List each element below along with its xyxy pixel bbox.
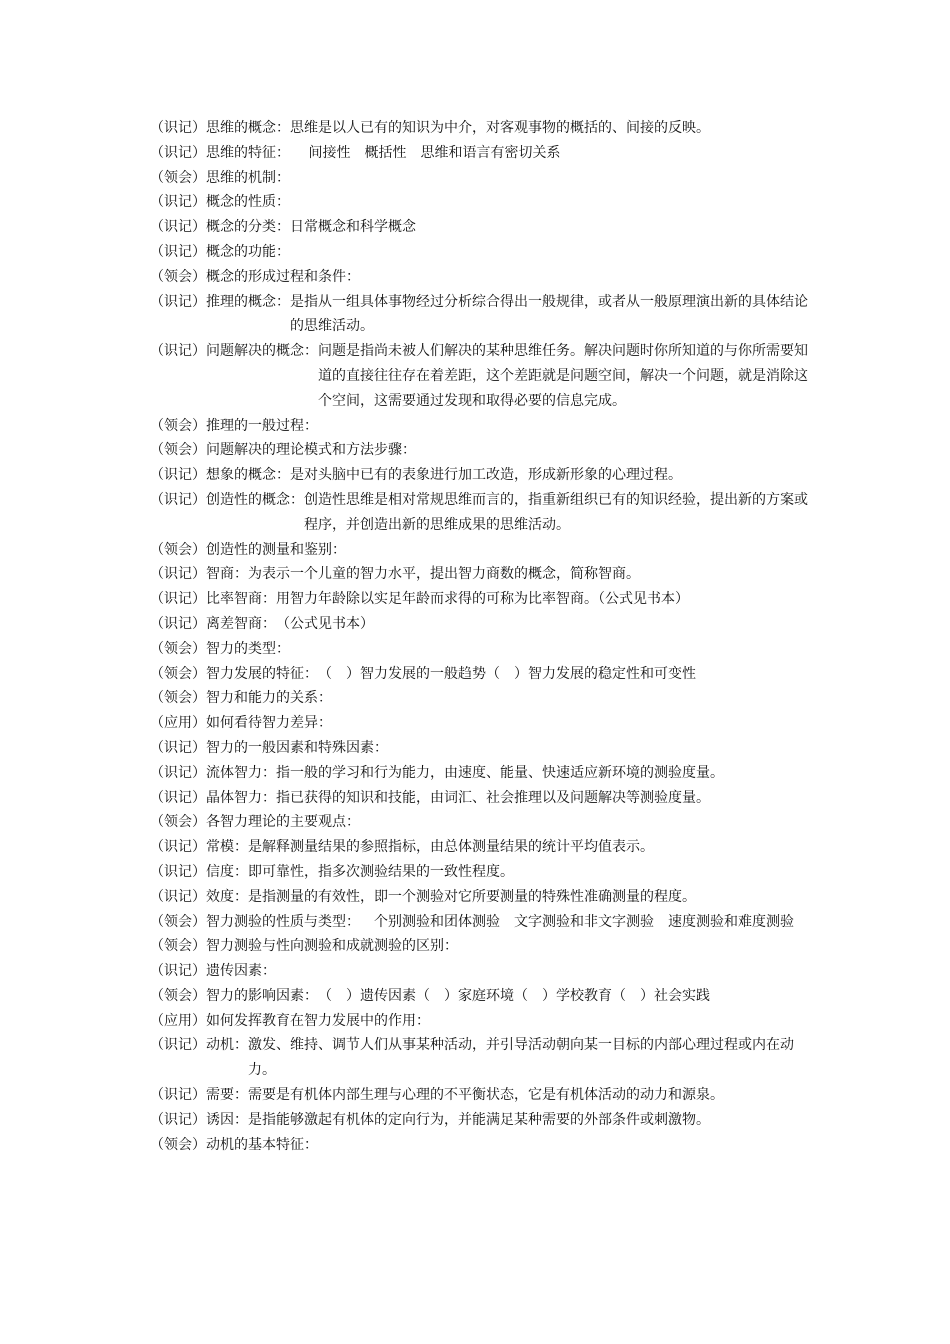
outline-entry [150, 1108, 810, 1133]
entry-term: 流体智力： [206, 764, 276, 781]
level-tag: （识记） [150, 863, 206, 880]
level-tag: （识记） [150, 789, 206, 806]
level-tag: （识记） [150, 764, 206, 781]
level-tag: （领会） [150, 442, 206, 459]
entry-term: 智商： [206, 566, 248, 583]
entry-definition: 为表示一个儿童的智力水平，提出智力商数的概念，简称智商。 [248, 566, 640, 583]
entry-definition: 日常概念和科学概念 [290, 219, 416, 236]
level-tag: （领会） [150, 268, 206, 285]
entry-definition: 激发、维持、调节人们从事某种活动，并引导活动朝向某一目标的内部心理过程或内在动力。 [248, 1037, 794, 1079]
entry-term: 比率智商： [206, 591, 276, 608]
outline-entry [150, 662, 810, 687]
entry-term: 思维的概念： [206, 120, 290, 136]
entry-definition: 是指从一组具体事物经过分析综合得出一般规律，或者从一般原理演出新的具体结论的思维活动。 [290, 293, 808, 335]
outline-entry [150, 438, 810, 463]
entry-term: 智力发展的特征： [206, 665, 318, 682]
level-tag: （领会） [150, 665, 206, 682]
outline-entry [150, 463, 810, 488]
entry-term: 问题解决的概念： [206, 343, 318, 360]
entry-definition: （ ）智力发展的一般趋势（ ）智力发展的稳定性和可变性 [318, 665, 696, 682]
outline-entry [150, 1133, 810, 1158]
level-tag: （识记） [150, 194, 206, 211]
level-tag: （识记） [150, 144, 206, 161]
entry-term: 推理的一般过程： [206, 417, 318, 434]
outline-entry [150, 761, 810, 786]
study-outline [150, 116, 810, 1157]
entry-definition: （ ）遗传因素（ ）家庭环境（ ）学校教育（ ）社会实践 [318, 987, 710, 1004]
entry-term: 概念的性质： [206, 194, 290, 211]
level-tag: （领会） [150, 169, 206, 186]
entry-term: 智力测验的性质与类型： [206, 913, 360, 930]
entry-term: 创造性的测量和鉴别： [206, 541, 346, 558]
entry-term: 如何看待智力差异： [206, 715, 332, 732]
level-tag: （识记） [150, 1037, 206, 1054]
entry-term: 问题解决的理论模式和方法步骤： [206, 442, 416, 459]
entry-term: 概念的形成过程和条件： [206, 268, 360, 285]
entry-term: 如何发挥教育在智力发展中的作用： [206, 1012, 430, 1029]
outline-entry [150, 959, 810, 984]
entry-term: 动机的基本特征： [206, 1136, 318, 1153]
level-tag: （识记） [150, 591, 206, 608]
outline-entry [150, 736, 810, 761]
level-tag: （领会） [150, 987, 206, 1004]
entry-definition: 间接性 概括性 思维和语言有密切关系 [290, 144, 561, 161]
outline-entry [150, 488, 810, 538]
entry-term: 离差智商： [206, 615, 276, 632]
outline-entry [150, 835, 810, 860]
level-tag: （识记） [150, 491, 206, 508]
outline-entry [150, 1083, 810, 1108]
level-tag: （识记） [150, 739, 206, 756]
level-tag: （识记） [150, 963, 206, 980]
level-tag: （应用） [150, 1012, 206, 1029]
entry-definition: 是指能够激起有机体的定向行为，并能满足某种需要的外部条件或刺激物。 [248, 1111, 710, 1128]
entry-term: 推理的概念： [206, 293, 290, 310]
entry-term: 效度： [206, 888, 248, 905]
entry-term: 创造性的概念： [206, 491, 304, 508]
level-tag: （识记） [150, 219, 206, 236]
level-tag: （领会） [150, 814, 206, 831]
outline-entry [150, 587, 810, 612]
outline-entry [150, 265, 810, 290]
entry-term: 智力的类型： [206, 640, 290, 657]
entry-term: 动机： [206, 1037, 248, 1054]
outline-entry [150, 612, 810, 637]
entry-definition: 问题是指尚未被人们解决的某种思维任务。解决问题时你所知道的与你所需要知道的直接往往存在着差距，这个差距就是问题空间，解决一个问题，就是消除这个空间，这需要通过发现和取得必要的信息完成。 [318, 343, 808, 409]
outline-entry [150, 810, 810, 835]
outline-entry [150, 934, 810, 959]
level-tag: （识记） [150, 293, 206, 310]
outline-entry [150, 686, 810, 711]
level-tag: （识记） [150, 1111, 206, 1128]
entry-definition: 指已获得的知识和技能，由词汇、社会推理以及问题解决等测验度量。 [276, 789, 710, 806]
outline-entry [150, 290, 810, 340]
outline-entry [150, 1033, 810, 1083]
entry-definition: 思维是以人已有的知识为中介，对客观事物的概括的、间接的反映。 [290, 120, 710, 136]
outline-entry [150, 215, 810, 240]
outline-entry [150, 637, 810, 662]
level-tag: （识记） [150, 343, 206, 360]
level-tag: （领会） [150, 417, 206, 434]
level-tag: （识记） [150, 615, 206, 632]
entry-term: 智力的影响因素： [206, 987, 318, 1004]
level-tag: （领会） [150, 541, 206, 558]
entry-term: 智力测验与性向测验和成就测验的区别： [206, 938, 458, 955]
level-tag: （识记） [150, 888, 206, 905]
level-tag: （领会） [150, 690, 206, 707]
outline-entry [150, 860, 810, 885]
entry-definition: 是解释测量结果的参照指标，由总体测量结果的统计平均值表示。 [248, 839, 654, 856]
outline-entry [150, 141, 810, 166]
level-tag: （识记） [150, 1087, 206, 1104]
level-tag: （识记） [150, 243, 206, 260]
outline-entry [150, 1009, 810, 1034]
outline-entry [150, 339, 810, 413]
entry-definition: 是指测量的有效性，即一个测验对它所要测量的特殊性准确测量的程度。 [248, 888, 696, 905]
entry-definition: 用智力年龄除以实足年龄而求得的可称为比率智商。（公式见书本） [276, 591, 689, 608]
entry-term: 各智力理论的主要观点： [206, 814, 360, 831]
outline-entry [150, 786, 810, 811]
level-tag: （领会） [150, 640, 206, 657]
entry-definition: （公式见书本） [276, 615, 374, 632]
outline-entry [150, 166, 810, 191]
entry-term: 思维的机制： [206, 169, 290, 186]
entry-term: 遗传因素： [206, 963, 276, 980]
entry-term: 需要： [206, 1087, 248, 1104]
entry-definition: 个别测验和团体测验 文字测验和非文字测验 速度测验和难度测验 [360, 913, 794, 930]
outline-entry [150, 711, 810, 736]
outline-entry [150, 414, 810, 439]
level-tag: （识记） [150, 566, 206, 583]
level-tag: （领会） [150, 1136, 206, 1153]
entry-term: 概念的功能： [206, 243, 290, 260]
level-tag: （识记） [150, 839, 206, 856]
entry-definition: 创造性思维是相对常规思维而言的，指重新组织已有的知识经验，提出新的方案或程序，并创造出新的思维成果的思维活动。 [304, 491, 808, 533]
outline-entry [150, 116, 810, 141]
outline-entry [150, 984, 810, 1009]
entry-term: 智力的一般因素和特殊因素： [206, 739, 388, 756]
level-tag: （领会） [150, 938, 206, 955]
entry-term: 信度： [206, 863, 248, 880]
level-tag: （领会） [150, 913, 206, 930]
outline-entry [150, 910, 810, 935]
outline-entry [150, 240, 810, 265]
outline-entry [150, 562, 810, 587]
outline-entry [150, 538, 810, 563]
entry-term: 诱因： [206, 1111, 248, 1128]
entry-definition: 指一般的学习和行为能力，由速度、能量、快速适应新环境的测验度量。 [276, 764, 724, 781]
level-tag: （识记） [150, 120, 206, 136]
entry-definition: 是对头脑中已有的表象进行加工改造，形成新形象的心理过程。 [290, 467, 682, 484]
entry-definition: 即可靠性，指多次测验结果的一致性程度。 [248, 863, 514, 880]
entry-definition: 需要是有机体内部生理与心理的不平衡状态，它是有机体活动的动力和源泉。 [248, 1087, 724, 1104]
outline-entry [150, 190, 810, 215]
entry-term: 概念的分类： [206, 219, 290, 236]
level-tag: （识记） [150, 467, 206, 484]
level-tag: （应用） [150, 715, 206, 732]
entry-term: 常模： [206, 839, 248, 856]
entry-term: 智力和能力的关系： [206, 690, 332, 707]
entry-term: 晶体智力： [206, 789, 276, 806]
outline-entry [150, 885, 810, 910]
entry-term: 思维的特征： [206, 144, 290, 161]
entry-term: 想象的概念： [206, 467, 290, 484]
